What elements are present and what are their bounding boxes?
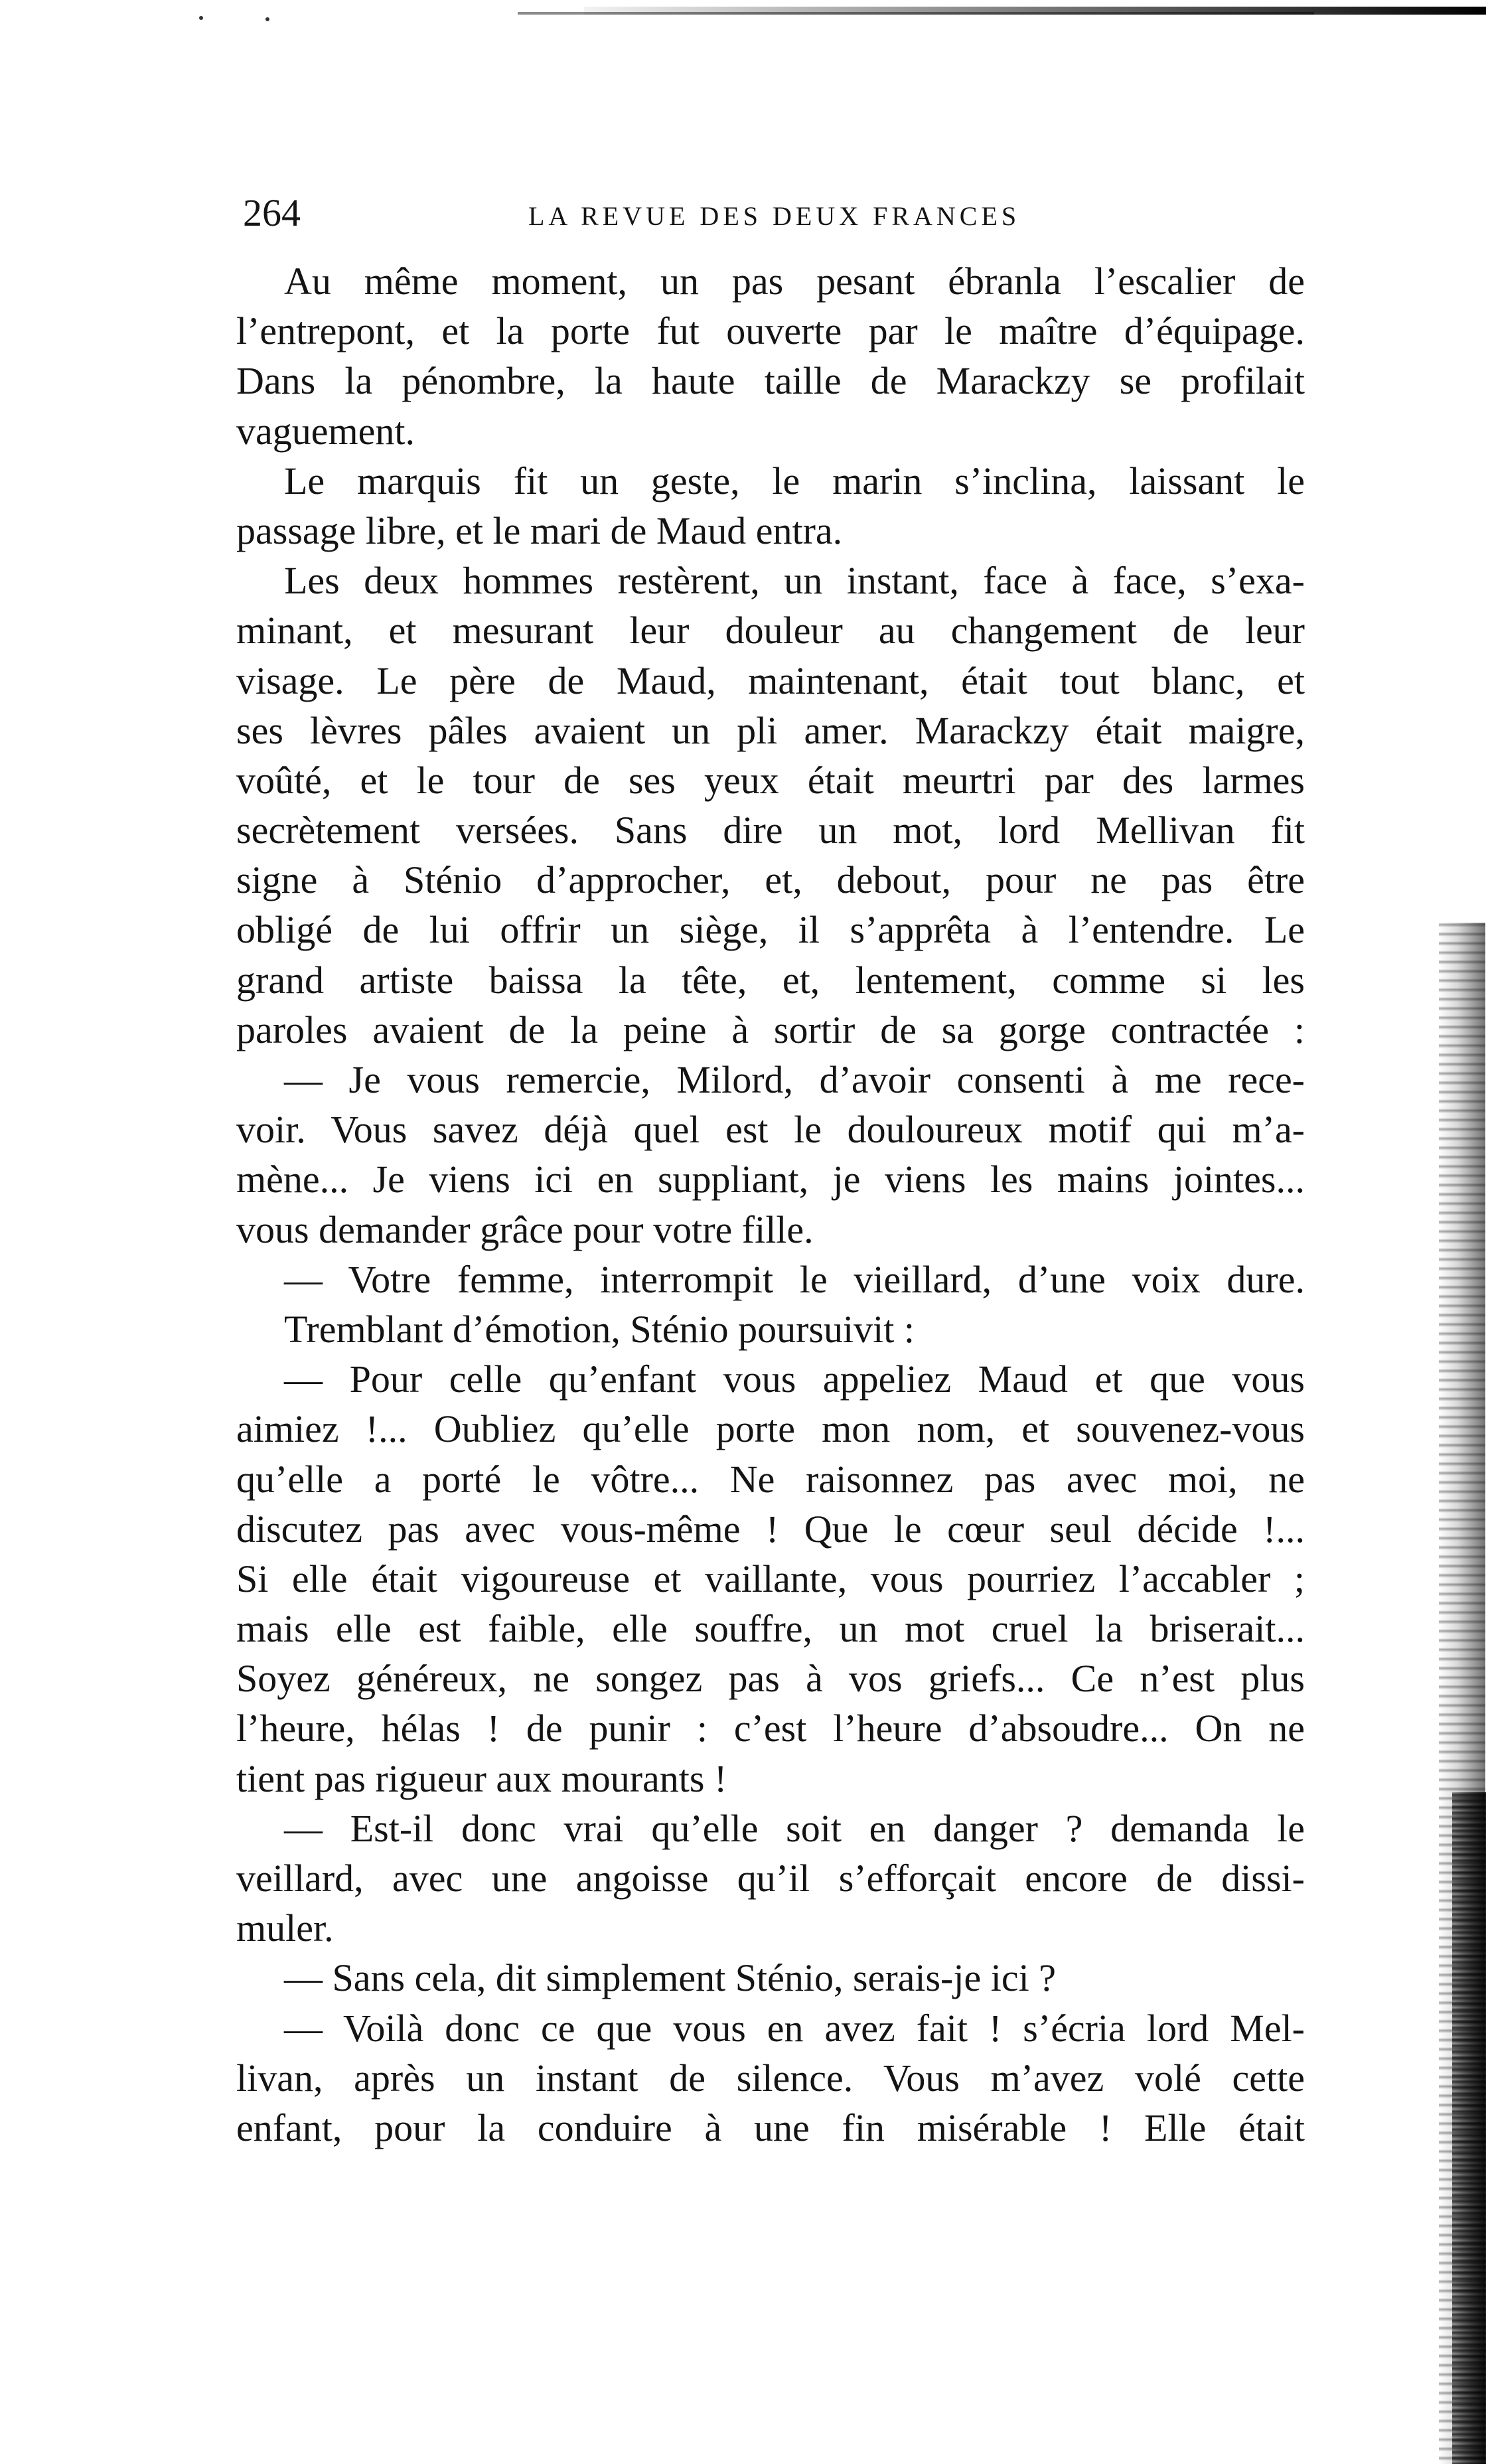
text-line: grand artiste baissa la tête, et, lentement, comme si les bbox=[236, 958, 1305, 1002]
text-line: voir. Vous savez déjà quel est le douloureux motif qui m’a- bbox=[236, 1108, 1305, 1152]
text-line: Tremblant d’émotion, Sténio poursuivit : bbox=[284, 1307, 915, 1351]
text-line: Dans la pénombre, la haute taille de Marackzy se profilait bbox=[236, 359, 1305, 403]
text-line: paroles avaient de la peine à sortir de sa gorge contractée : bbox=[236, 1008, 1305, 1051]
text-line: minant, et mesurant leur douleur au changement de leur bbox=[236, 609, 1305, 653]
running-title: LA REVUE DES DEUX FRANCES bbox=[528, 201, 1021, 231]
scan-speck bbox=[199, 16, 203, 20]
text-line: mène... Je viens ici en suppliant, je viens les mains jointes... bbox=[236, 1158, 1305, 1201]
text-line: signe à Sténio d’approcher, et, debout, pour ne pas être bbox=[236, 858, 1305, 902]
text-line: Le marquis fit un geste, le marin s’inclina, laissant le bbox=[284, 459, 1305, 502]
text-line: — Sans cela, dit simplement Sténio, serais-je ici ? bbox=[284, 1956, 1056, 2000]
scan-top-rule bbox=[584, 7, 1486, 15]
text-line: enfant, pour la conduire à une fin misérable ! Elle était bbox=[236, 2106, 1305, 2149]
text-body bbox=[236, 256, 1305, 2153]
text-line: — Est-il donc vrai qu’elle soit en danger ? demanda le bbox=[284, 1806, 1305, 1850]
text-line: — Pour celle qu’enfant vous appeliez Maud et que vous bbox=[284, 1357, 1305, 1401]
text-line: Si elle était vigoureuse et vaillante, vous pourriez l’accabler ; bbox=[236, 1557, 1305, 1600]
text-line: Au même moment, un pas pesant ébranla l’escalier de bbox=[284, 260, 1305, 303]
text-line: — Je vous remercie, Milord, d’avoir consenti à me rece- bbox=[284, 1058, 1305, 1101]
text-line: mais elle est faible, elle souffre, un mot cruel la briserait... bbox=[236, 1607, 1305, 1651]
text-line: secrètement versées. Sans dire un mot, lord Mellivan fit bbox=[236, 809, 1305, 852]
text-line: ses lèvres pâles avaient un pli amer. Marackzy était maigre, bbox=[236, 708, 1305, 752]
text-line: aimiez !... Oubliez qu’elle porte mon nom, et souvenez-vous bbox=[236, 1407, 1305, 1451]
text-line: obligé de lui offrir un siège, il s’apprêta à l’entendre. Le bbox=[236, 908, 1305, 952]
text-line: visage. Le père de Maud, maintenant, était tout blanc, et bbox=[236, 658, 1305, 702]
page-number: 264 bbox=[243, 191, 301, 234]
text-line: — Votre femme, interrompit le vieillard, d’une voix dure. bbox=[284, 1257, 1305, 1301]
text-line: muler. bbox=[236, 1906, 334, 1950]
text-line: Soyez généreux, ne songez pas à vos griefs... Ce n’est plus bbox=[236, 1657, 1305, 1701]
text-line: qu’elle a porté le vôtre... Ne raisonnez pas avec moi, ne bbox=[236, 1457, 1305, 1501]
text-line: vaguement. bbox=[236, 409, 415, 453]
text-line: vous demander grâce pour votre fille. bbox=[236, 1207, 814, 1251]
text-line: passage libre, et le mari de Maud entra. bbox=[236, 508, 843, 552]
text-line: l’heure, hélas ! de punir : c’est l’heure d’absoudre... On ne bbox=[236, 1707, 1305, 1750]
text-line: — Voilà donc ce que vous en avez fait ! s’écria lord Mel- bbox=[284, 2006, 1305, 2050]
text-line: veillard, avec une angoisse qu’il s’efforçait encore de dissi- bbox=[236, 1857, 1305, 1900]
scan-page-edge-dark bbox=[1452, 1792, 1486, 2464]
scan-speck bbox=[265, 17, 269, 21]
text-line: tient pas rigueur aux mourants ! bbox=[236, 1756, 727, 1800]
text-line: livan, après un instant de silence. Vous m’avez volé cette bbox=[236, 2056, 1305, 2100]
text-line: voûté, et le tour de ses yeux était meurtri par des larmes bbox=[236, 758, 1305, 802]
running-head bbox=[243, 190, 1305, 243]
text-line: discutez pas avec vous-même ! Que le cœur seul décide !... bbox=[236, 1507, 1305, 1551]
text-line: Les deux hommes restèrent, un instant, face à face, s’exa- bbox=[284, 559, 1305, 603]
text-line: l’entrepont, et la porte fut ouverte par le maître d’équipage. bbox=[236, 309, 1305, 353]
